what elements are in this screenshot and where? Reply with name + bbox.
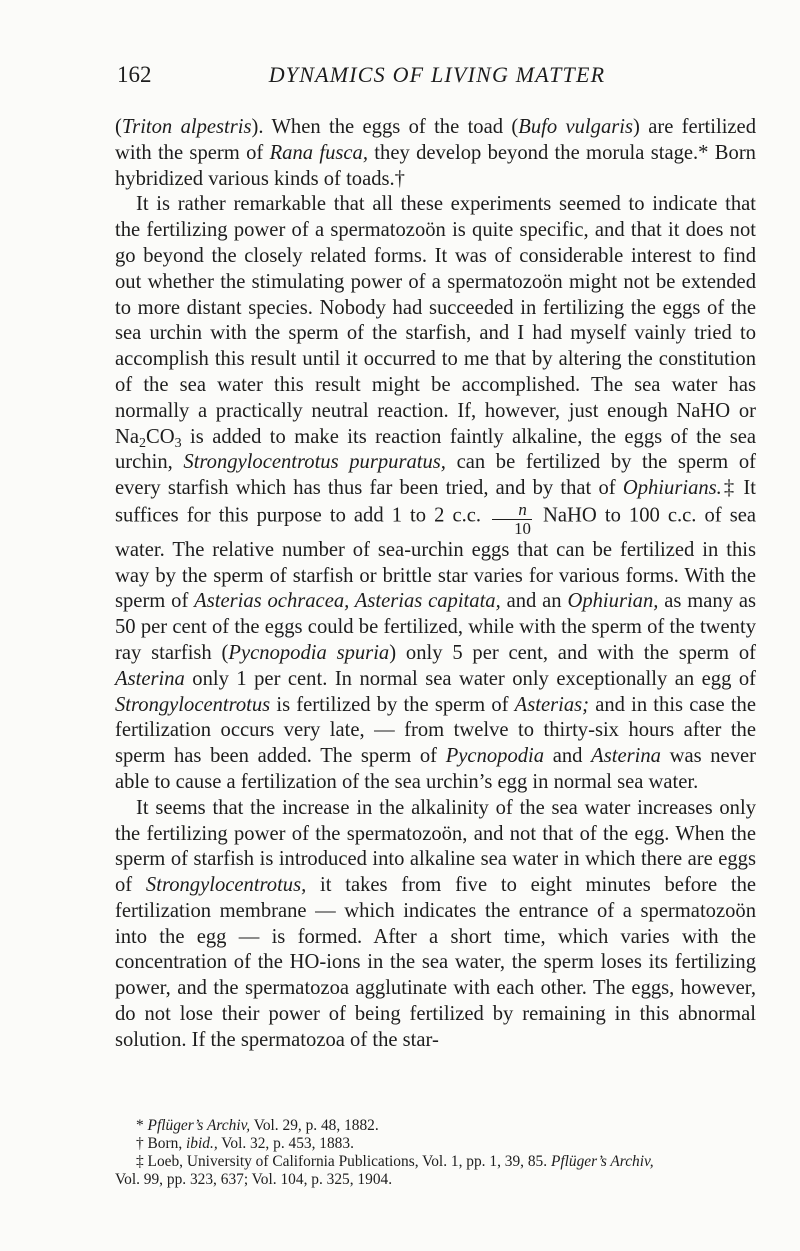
italic-text: Ophiurians. bbox=[622, 477, 722, 500]
text-run: only 1 per cent. In normal sea water only exceptionally an egg of bbox=[184, 667, 756, 690]
text-run: Vol. 99, pp. 323, 637; Vol. 104, p. 325, 1904. bbox=[115, 1171, 393, 1188]
text-run: ) are fertilized with the sperm of bbox=[115, 116, 756, 164]
italic-text: Asterina bbox=[591, 745, 661, 768]
subscript: 3 bbox=[174, 435, 182, 451]
italic-text: Pycnopodia spuria bbox=[228, 641, 390, 664]
text-run: is added to make its reaction faintly alkaline, the eggs of the sea urchin, bbox=[115, 425, 756, 474]
italic-text: Pflüger’s Archiv, bbox=[550, 1153, 654, 1170]
italic-text: Strongylocentrotus, bbox=[145, 874, 307, 897]
italic-text: Strongylocentrotus bbox=[115, 693, 271, 716]
footnote-continuation bbox=[115, 1171, 756, 1189]
italic-text: Bufo vulgaris bbox=[518, 116, 633, 138]
italic-text: ibid., bbox=[186, 1135, 218, 1152]
italic-text: Asterias; bbox=[514, 693, 590, 716]
text-run: Vol. 29, p. 48, 1882. bbox=[250, 1117, 379, 1134]
text-run: can be fertilized by the sperm of every starfish which has thus far been tried, and by that of bbox=[115, 451, 756, 500]
text-run: ( bbox=[115, 116, 122, 138]
text-run: as many as 50 per cent of the eggs could be fertilized, while with the sperm of the twenty ray starfish ( bbox=[115, 590, 757, 664]
italic-text: Asterias ochracea, Asterias capitata, bbox=[194, 590, 501, 613]
page-number: 162 bbox=[117, 62, 152, 87]
paragraph bbox=[115, 115, 756, 192]
text-run: CO bbox=[146, 425, 175, 448]
subscript: 2 bbox=[139, 435, 147, 451]
fraction-denominator: 10 bbox=[492, 519, 532, 538]
italic-text: Asterina bbox=[115, 667, 185, 690]
paragraph bbox=[115, 192, 756, 795]
text-run: Vol. 32, p. 453, 1883. bbox=[217, 1135, 354, 1152]
footnote bbox=[115, 1153, 756, 1171]
text-run: ‡ It suffices for this purpose to add 1 to 2 c.c. bbox=[115, 477, 757, 527]
fraction bbox=[492, 499, 532, 538]
text-run: † Born, bbox=[136, 1135, 187, 1152]
paragraph bbox=[115, 796, 756, 1054]
text-run: and bbox=[544, 745, 592, 768]
italic-text: Triton alpestris bbox=[121, 116, 252, 138]
text-run: It seems that the increase in the alkalinity of the sea water increases only the fertilizing power of the spermatozoön, and not that of the egg. When the sperm of starfish is introduced into alkaline sea water in which there are eggs of bbox=[115, 796, 756, 897]
italic-text: Pycnopodia bbox=[445, 745, 545, 768]
footnote bbox=[115, 1117, 756, 1135]
italic-text: Strongylocentrotus purpuratus, bbox=[183, 451, 446, 474]
text-run: * bbox=[136, 1117, 148, 1134]
text-run: they develop beyond the morula stage.* Born hybridized various kinds of toads.† bbox=[115, 141, 756, 190]
italic-text: Ophiurian, bbox=[567, 590, 659, 613]
page-header bbox=[117, 62, 757, 92]
fraction-numerator: n bbox=[518, 499, 527, 519]
body-text bbox=[115, 115, 756, 1054]
text-run: was never able to cause a fertilization of the sea urchin’s egg in normal sea water. bbox=[115, 745, 756, 793]
text-run: ‡ Loeb, University of California Publications, Vol. 1, pp. 1, 39, 85. bbox=[136, 1153, 551, 1170]
text-run: NaHO to 100 c.c. of sea water. The relative number of sea-urchin eggs that can be fertilized in this way by the sperm of starfish or brittle star varies for various forms. With the sperm of bbox=[115, 504, 756, 613]
text-run: and in this case the fertilization occurs very late, — from twelve to thirty-six hours after the sperm has been added. The sperm of bbox=[115, 693, 756, 768]
text-run: is fertilized by the sperm of bbox=[270, 693, 515, 716]
running-head: DYNAMICS OF LIVING MATTER bbox=[268, 62, 606, 87]
text-run: and an bbox=[500, 590, 568, 613]
text-run: ). When the eggs of the toad ( bbox=[251, 116, 519, 138]
text-run: it takes from five to eight minutes before the fertilization membrane — which indicates the entrance of a spermatozoön into the egg — is formed. After a short time, which varies with the concentration of the HO-ions in the sea water, the sperm loses its fertilizing power, and the spermatozoa agglutinate with each other. The eggs, however, do not lose their power of being fertilized by remaining in this abnormal solution. If the spermatozoa of the star- bbox=[115, 874, 757, 1051]
italic-text: Rana fusca, bbox=[269, 141, 368, 164]
text-run: ) only 5 per cent, and with the sperm of bbox=[389, 641, 757, 664]
footnote bbox=[115, 1135, 756, 1153]
italic-text: Pflüger’s Archiv, bbox=[147, 1117, 251, 1134]
text-run: It is rather remarkable that all these experiments seemed to indicate that the fertilizing power of a spermatozoön is quite specific, and that it does not go beyond the closely related forms. It was of considerable interest to find out whether the stimulating power of a spermatozoön might not be extended to more distant species. Nobody had succeeded in fertilizing the eggs of the sea urchin with the sperm of the starfish, and I had myself vainly tried to accomplish this result until it occurred to me that by altering the constitution of the sea water this result might be accomplished. The sea water has normally a practically neutral reaction. If, however, just enough NaHO or Na bbox=[115, 193, 756, 448]
footnotes bbox=[115, 1117, 756, 1189]
